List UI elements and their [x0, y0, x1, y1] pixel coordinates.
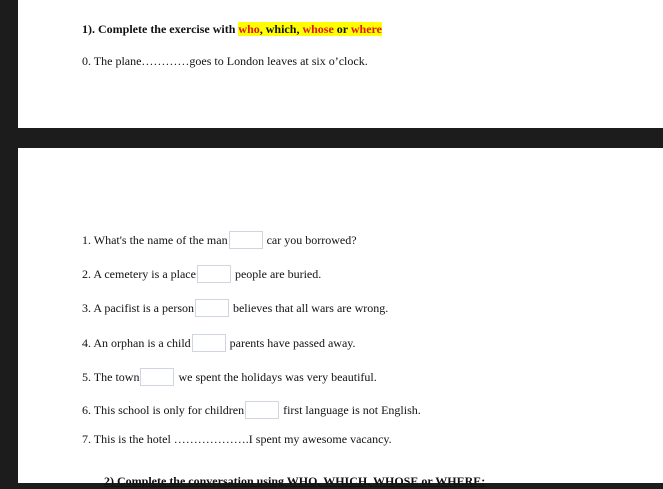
- question-3-before: 3. A pacifist is a person: [82, 300, 194, 315]
- highlight-which: which: [265, 22, 297, 36]
- question-7: [82, 432, 392, 447]
- highlight-comma-2: ,: [296, 22, 303, 36]
- question-2-after: people are buried.: [234, 266, 322, 281]
- question-1-before: 1. What's the name of the man: [82, 232, 228, 247]
- exercise-2-heading: [104, 474, 485, 489]
- highlight-or: or: [333, 22, 351, 36]
- question-6: [82, 401, 421, 419]
- highlight-where: where: [350, 22, 382, 36]
- highlight-comma-1: ,: [259, 22, 266, 36]
- answer-box-6[interactable]: [245, 401, 279, 419]
- question-3: [82, 299, 388, 317]
- question-7-text: 7. This is the hotel ……………….I spent my awesome vacancy.: [82, 432, 392, 446]
- exercise-2-heading-text: 2) Complete the conversation using WHO, WHICH, WHOSE or WHERE:: [104, 474, 486, 488]
- highlight-who: who: [238, 22, 260, 36]
- example-sentence: 0. The plane…………goes to London leaves at six o’clock.: [82, 54, 368, 68]
- question-6-before: 6. This school is only for children: [82, 402, 245, 417]
- question-5: [82, 368, 377, 386]
- question-1-after: car you borrowed?: [266, 232, 357, 247]
- question-2: [82, 265, 321, 283]
- question-1: [82, 231, 357, 249]
- question-3-after: believes that all wars are wrong.: [232, 300, 389, 315]
- question-2-before: 2. A cemetery is a place: [82, 266, 196, 281]
- question-5-before: 5. The town: [82, 369, 140, 384]
- question-4-before: 4. An orphan is a child: [82, 335, 191, 350]
- answer-box-3[interactable]: [195, 299, 229, 317]
- answer-box-4[interactable]: [192, 334, 226, 352]
- worksheet-page-bottom: [18, 148, 663, 488]
- answer-box-2[interactable]: [197, 265, 231, 283]
- exercise-1-heading: [82, 22, 382, 37]
- heading-prefix: 1). Complete the exercise with: [82, 22, 239, 36]
- question-4: [82, 334, 356, 352]
- question-6-after: first language is not English.: [283, 402, 421, 417]
- worksheet-page-top: [18, 0, 663, 128]
- question-4-after: parents have passed away.: [229, 335, 356, 350]
- answer-box-5[interactable]: [140, 368, 174, 386]
- highlight-whose: whose: [302, 22, 334, 36]
- answer-box-1[interactable]: [229, 231, 263, 249]
- question-5-after: we spent the holidays was very beautiful.: [178, 369, 377, 384]
